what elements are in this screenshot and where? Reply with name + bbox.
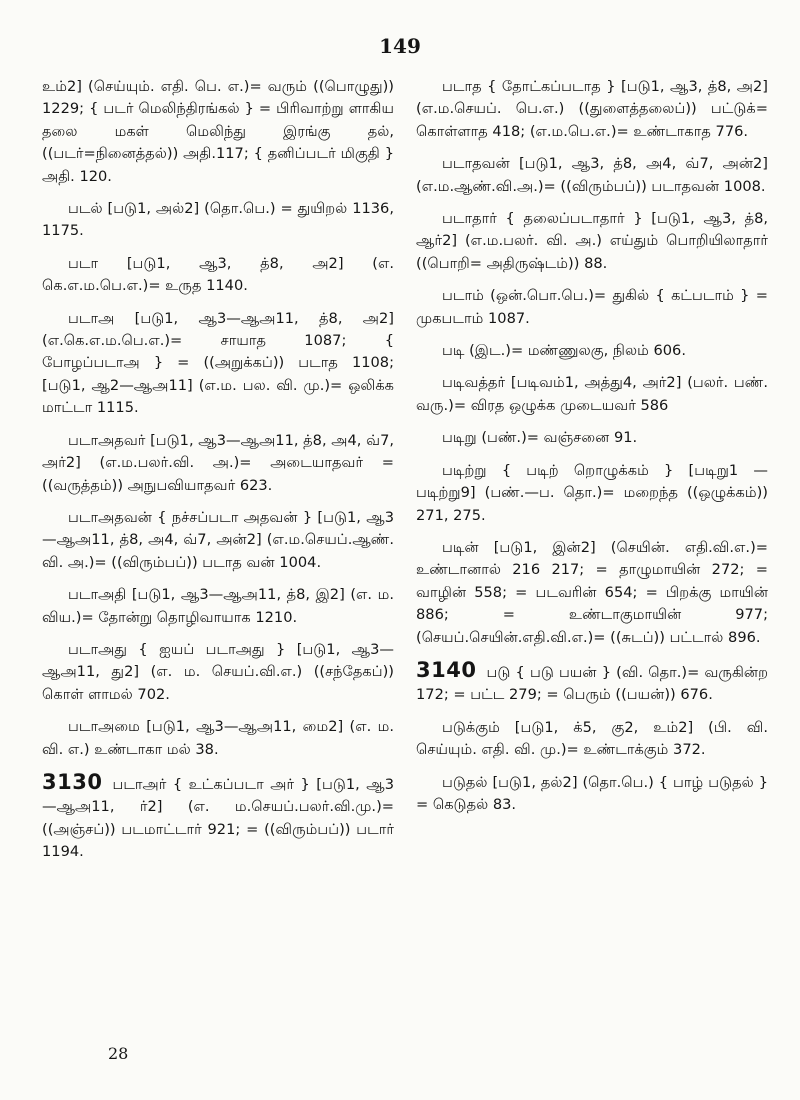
dictionary-entry [416, 372, 768, 417]
entry-text: படாஅதவன் { நச்சப்படா அதவன் } [படு1, ஆ3—ஆஅ11, த்8, அ4, வ்7, அன்2] (எ.ம.செயப்.ஆண். வி. அ.)= ((விரும்பப்)) படாத வன் 1004. [42, 508, 394, 571]
entry-text: படாம் (ஒன்.பொ.பெ.)= துகில் { கட்படாம் } = முகபடாம் 1087. [416, 287, 768, 327]
entry-text: படின் [படு1, இன்2] (செயின். எதி.வி.எ.)= உண்டானால் 216 217; = தாழுமாயின் 272; = வாழின் 558; = படவரின் 654; = பிறக்கு மாயின் 886; = உண்டாகுமாயின் 977; (செயப்.செயின்.எதி.வி.எ.)= ((சுடப்)) பட்டால் 896. [416, 538, 768, 646]
entry-text: படுக்கும் [படு1, க்5, கு2, உம்2] (பி. வி. செய்யும். எதி. வி. மு.)= உண்டாக்கும் 372. [416, 718, 768, 759]
entry-text: உம்2] (செய்யும். எதி. பெ. எ.)= வரும் ((பொழுது)) 1229; { படர் மெலிந்திரங்கல் } = பிரிவாற்று ளாகிய தலை மகள் மெலிந்து இரங்கு தல், ((படர்=நினைத்தல்)) அதி.117; { தனிப்படர் மிகுதி } அதி. 120. [42, 78, 394, 185]
entry-number: 3140 [416, 657, 477, 682]
entry-text: படாதவன் [படு1, ஆ3, த்8, அ4, வ்7, அன்2] (எ.ம.ஆண்.வி.அ.)= ((விரும்பப்)) படாதவன் 1008. [416, 155, 768, 195]
dictionary-entry [42, 308, 394, 420]
dictionary-entry [42, 198, 394, 243]
entry-text: படாஅ [படு1, ஆ3—ஆஅ11, த்8, அ2] (எ.கெ.எ.ம.பெ.எ.)= சாயாத 1087; { போழப்படாஅ } = ((அறுக்கப்)) படாத 1108; [படு1, ஆ2—ஆஅ11] (எ.ம. பல. வி. மு.)= ஒலிக்க மாட்டா 1115. [42, 309, 394, 417]
entry-text: படிவத்தர் [படிவம்1, அத்து4, அர்2] (பலர். பண். வரு.)= விரத ஒழுக்க முடையவர் 586 [416, 374, 768, 414]
dictionary-entry [416, 153, 768, 198]
footer-number: 28 [108, 1044, 129, 1063]
entry-text: படாதார் { தலைப்படாதார் } [படு1, ஆ3, த்8, ஆர்2] (எ.ம.பலர். வி. அ.) எய்தும் பொறியிலாதார் ((பொறி= அதிருஷ்டம்)) 88. [416, 210, 768, 272]
dictionary-entry [42, 716, 394, 761]
entry-text: படா [படு1, ஆ3, த்8, அ2] (எ. கெ.எ.ம.பெ.எ.)= உருத 1140. [42, 254, 394, 295]
dictionary-entry [42, 507, 394, 574]
entry-text: படி (இட.)= மண்ணுலகு, நிலம் 606. [442, 342, 686, 360]
dictionary-entry [416, 208, 768, 275]
dictionary-entry [416, 717, 768, 762]
dictionary-entry [416, 537, 768, 649]
dictionary-entry [42, 639, 394, 706]
dictionary-entry [416, 659, 768, 707]
dictionary-entry [416, 460, 768, 527]
dictionary-entry [416, 772, 768, 817]
entry-text: படாஅதவர் [படு1, ஆ3—ஆஅ11, த்8, அ4, வ்7, அர்2] (எ.ம.பலர்.வி. அ.)= அடையாதவர் = ((வருத்தம்)) அநுபவியாதவர் 623. [42, 431, 394, 494]
entry-text: படாஅமை [படு1, ஆ3—ஆஅ11, மை2] (எ. ம. வி. எ.) உண்டாகா மல் 38. [42, 718, 394, 758]
dictionary-entry [416, 340, 768, 362]
dictionary-entry [42, 430, 394, 497]
entry-text: படாத { தோட்கப்படாத } [படு1, ஆ3, த்8, அ2] (எ.ம.செயப். பெ.எ.) ((துளைத்தலைப்)) பட்டுக்= கொள்ளாத 418; (எ.ம.பெ.எ.)= உண்டாகாத 776. [416, 78, 768, 140]
entry-text: படிற்று { படிற் றொழுக்கம் } [படிறு1 — படிற்று9] (பண்.—ப. தொ.)= மறைந்த ((ஒழுக்கம்)) 271, 275. [416, 461, 768, 524]
entry-text: படுதல் [படு1, தல்2] (தொ.பெ.) { பாழ் படுதல் } = கெடுதல் 83. [416, 773, 768, 813]
entry-text: படாஅர் { உட்கப்படா அர் } [படு1, ஆ3—ஆஅ11, ர்2] (எ. ம.செயப்.பலர்.வி.மு.)= ((அஞ்சப்)) படமாட்டார் 921; = ((விரும்பப்)) படார் 1194. [42, 775, 394, 861]
entry-text: படிறு (பண்.)= வஞ்சனை 91. [442, 429, 638, 447]
entry-text: படல் [படு1, அல்2] (தொ.பெ.) = துயிறல் 1136, 1175. [42, 200, 394, 240]
dictionary-entry [42, 584, 394, 629]
dictionary-entry [42, 253, 394, 298]
right-column [416, 76, 768, 826]
entry-text: படாஅதி [படு1, ஆ3—ஆஅ11, த்8, இ2] (எ. ம. விய.)= தோன்று தொழிவாயாக 1210. [42, 586, 394, 626]
page-number: 149 [379, 34, 421, 58]
dictionary-entry [42, 771, 394, 864]
dictionary-entry [42, 76, 394, 188]
left-column [42, 76, 394, 874]
entry-number: 3130 [42, 769, 103, 794]
dictionary-entry [416, 76, 768, 143]
entry-text: படாஅது { ஐயப் படாஅது } [படு1, ஆ3—ஆஅ11, து2] (எ. ம. செயப்.வி.எ.) ((சந்தேகப்)) கொள் ளாமல் 702. [42, 640, 394, 703]
dictionary-entry [416, 285, 768, 330]
dictionary-entry [416, 427, 768, 449]
entry-text: படு { படு பயன் } (வி. தொ.)= வருகின்ற 172; = பட்ட 279; = பெரும் ((பயன்)) 676. [416, 663, 768, 704]
